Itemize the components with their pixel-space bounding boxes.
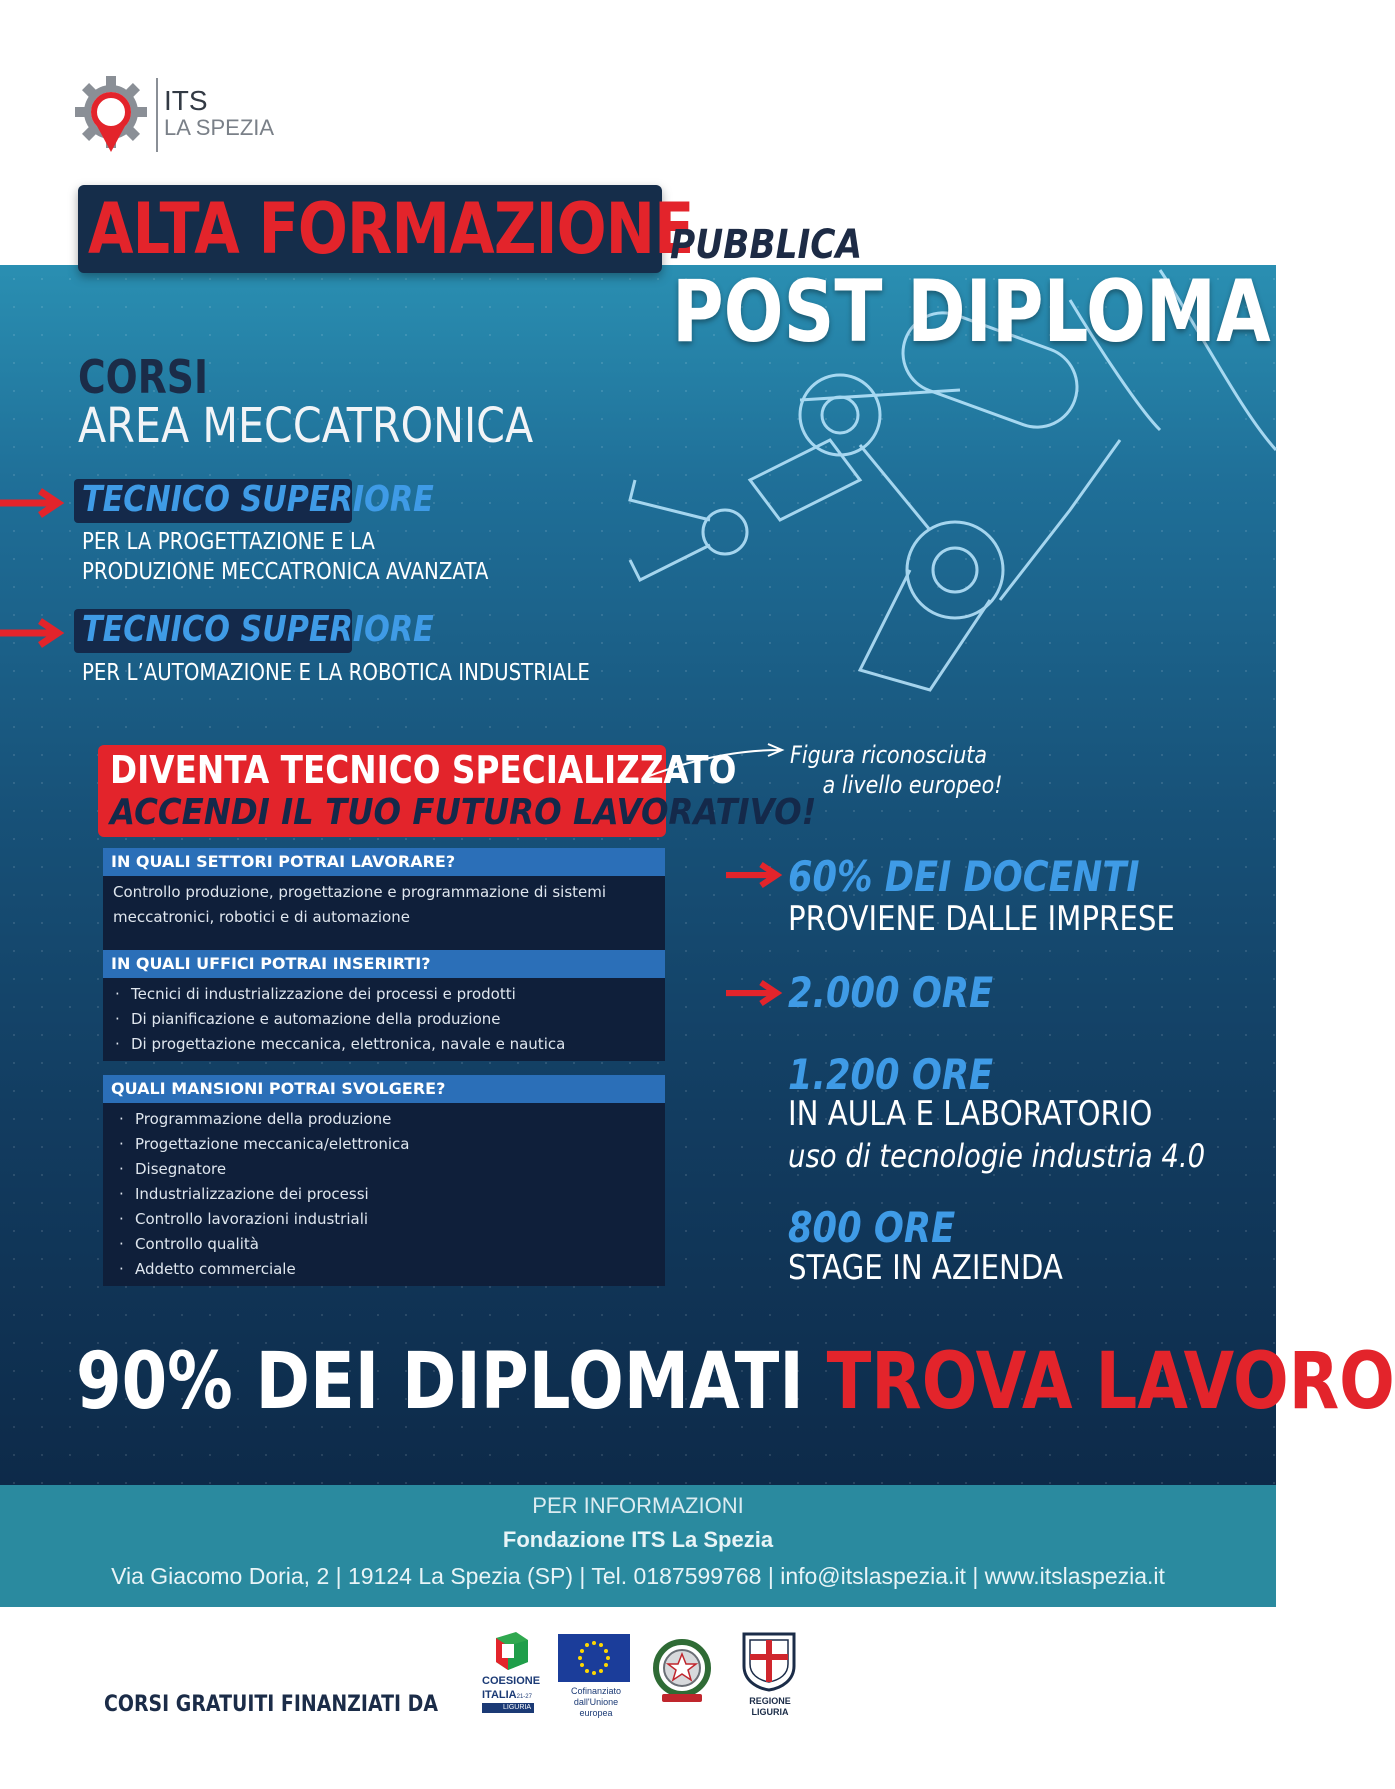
info-list	[103, 978, 665, 1061]
info-mansioni	[103, 1075, 665, 1286]
diventa-line2: ACCENDI IL TUO FUTURO LAVORATIVO!	[110, 792, 817, 833]
arrow-right-icon	[726, 978, 782, 1008]
stat-2-number: 2.000 ORE	[788, 968, 994, 1017]
regione-liguria-logo	[730, 1630, 810, 1718]
info-list	[103, 1103, 665, 1286]
area-meccatronica: AREA MECCATRONICA	[78, 398, 534, 454]
diplomati-headline	[76, 1337, 1395, 1427]
list-item: · Addetto commerciale	[117, 1257, 655, 1282]
list-item: · Programmazione della produzione	[117, 1107, 655, 1132]
coesione-text: COESIONE	[482, 1675, 541, 1687]
stat-3-number: 1.200 ORE	[788, 1050, 994, 1099]
eu-caption-2: dall'Unione europea	[573, 1697, 619, 1718]
list-item: · Di progettazione meccanica, elettronica, navale e nautica	[113, 1032, 655, 1057]
list-item: · Controllo lavorazioni industriali	[117, 1207, 655, 1232]
liguria-caption: REGIONE LIGURIA	[749, 1696, 791, 1717]
course-2-title: TECNICO SUPERIORE	[82, 609, 434, 650]
course-1-desc-line2: PRODUZIONE MECCATRONICA AVANZATA	[82, 559, 489, 585]
its-gear-logo-icon	[74, 74, 148, 156]
logo-its: ITS	[164, 85, 208, 116]
info-text: Controllo produzione, progettazione e programmazione di sistemi meccatronici, robotici e di automazione	[103, 876, 665, 956]
info-heading: IN QUALI SETTORI POTRAI LAVORARE?	[103, 848, 665, 876]
arrow-right-icon	[0, 488, 64, 518]
course-1-title: TECNICO SUPERIORE	[82, 479, 434, 520]
list-item: · Di pianificazione e automazione della produzione	[113, 1007, 655, 1032]
logo-separator	[156, 78, 158, 152]
italian-emblem-icon	[648, 1634, 716, 1708]
diventa-line1: DIVENTA TECNICO SPECIALIZZATO	[110, 748, 737, 792]
list-item: · Disegnatore	[117, 1157, 655, 1182]
contact-line[interactable]: Via Giacomo Doria, 2 | 19124 La Spezia (SP) | Tel. 0187599768 | info@itslaspezia.it | www.itslaspezia.it	[111, 1563, 1165, 1589]
eu-flag-icon	[558, 1634, 630, 1682]
info-uffici	[103, 950, 665, 1061]
stat-4-number: 800 ORE	[788, 1203, 956, 1252]
contact-org: Fondazione ITS La Spezia	[502, 1527, 774, 1552]
headline-post-diploma: POST DIPLOMA	[672, 262, 1271, 362]
coesione-region: LIGURIA	[482, 1703, 534, 1713]
arrow-right-icon	[0, 618, 64, 648]
course-1-desc-line1: PER LA PROGETTAZIONE E LA	[82, 529, 375, 555]
coesione-cube-icon	[482, 1632, 534, 1672]
figura-note-line2: a livello europeo!	[822, 771, 1003, 799]
info-settori	[103, 848, 665, 956]
diplomati-red: TROVA LAVORO	[826, 1337, 1395, 1427]
logo-text	[164, 86, 274, 140]
eu-caption-1: Cofinanziato	[570, 1686, 622, 1696]
list-item: · Progettazione meccanica/elettronica	[117, 1132, 655, 1157]
logo-city: LA SPEZIA	[164, 115, 275, 140]
stat-3-text: IN AULA E LABORATORIO	[788, 1094, 1153, 1134]
figura-note	[790, 740, 1003, 800]
stat-1-text: PROVIENE DALLE IMPRESE	[788, 899, 1175, 939]
info-heading: QUALI MANSIONI POTRAI SVOLGERE?	[103, 1075, 665, 1103]
liguria-shield-icon	[740, 1630, 798, 1692]
figura-note-line1: Figura riconosciuta	[790, 741, 988, 769]
headline-alta-formazione: ALTA FORMAZIONE	[88, 188, 694, 270]
arrow-right-icon	[726, 860, 782, 890]
course-2-desc-line1: PER L’AUTOMAZIONE E LA ROBOTICA INDUSTRIALE	[82, 660, 590, 686]
list-item: · Industrializzazione dei processi	[117, 1182, 655, 1207]
contact-label: PER INFORMAZIONI	[532, 1493, 744, 1518]
corsi-label: CORSI	[78, 350, 208, 404]
info-heading: IN QUALI UFFICI POTRAI INSERIRTI?	[103, 950, 665, 978]
list-item: · Tecnici di industrializzazione dei processi e prodotti	[113, 982, 655, 1007]
stat-1-number: 60% DEI DOCENTI	[788, 852, 1140, 901]
coesione-text-2: ITALIA21-27	[482, 1689, 532, 1701]
stat-4-text: STAGE IN AZIENDA	[788, 1248, 1063, 1288]
diplomati-white: 90% DEI DIPLOMATI	[76, 1337, 827, 1427]
curved-arrow-icon	[640, 742, 790, 782]
stat-3-italic: uso di tecnologie industria 4.0	[788, 1137, 1206, 1175]
headline-pubblica: PUBBLICA	[670, 222, 863, 268]
list-item: · Controllo qualità	[117, 1232, 655, 1257]
coesione-logo	[482, 1632, 541, 1740]
sponsors-label: CORSI GRATUITI FINANZIATI DA	[104, 1692, 439, 1717]
eu-logo	[558, 1634, 634, 1719]
